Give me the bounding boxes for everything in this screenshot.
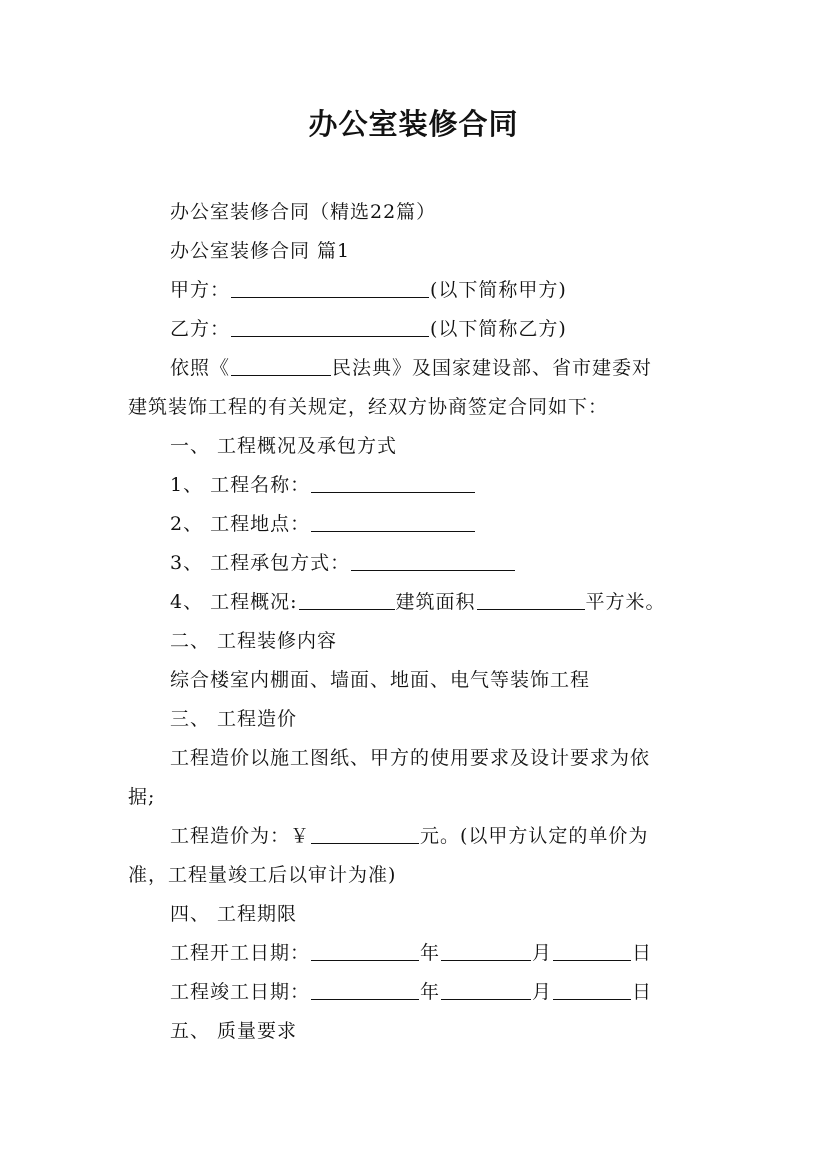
cost-amount-line: 工程造价为：￥ 元。(以甲方认定的单价为 xyxy=(170,825,649,847)
section-5-heading: 五、 质量要求 xyxy=(170,1020,298,1042)
contract-method-line: 3、 工程承包方式： xyxy=(170,550,516,576)
end-month-blank xyxy=(441,980,531,1000)
project-name-line: 1、 工程名称： xyxy=(170,472,476,498)
cost-basis-line-continued: 据; xyxy=(128,786,156,808)
party-a-line: 甲方： (以下简称甲方) xyxy=(170,279,567,301)
end-year-blank xyxy=(311,980,419,1000)
project-overview-line: 4、 工程概况: 建筑面积 平方米。 xyxy=(170,591,666,613)
basis-line: 依照《 民法典》及国家建设部、省市建委对 xyxy=(170,357,653,379)
section-4-heading: 四、 工程期限 xyxy=(170,903,298,925)
party-a-blank xyxy=(231,278,429,298)
start-year-blank xyxy=(311,941,419,961)
end-date-line: 工程竣工日期： 年 月 日 xyxy=(170,981,653,1003)
party-b-blank xyxy=(231,317,429,337)
project-location-line: 2、 工程地点： xyxy=(170,511,476,537)
cost-amount-line-continued: 准，工程量竣工后以审计为准) xyxy=(128,864,397,886)
subtitle-line: 办公室装修合同（精选22篇） xyxy=(170,201,437,223)
project-location-blank xyxy=(311,512,475,532)
basis-line-continued: 建筑装饰工程的有关规定，经双方协商签定合同如下： xyxy=(128,396,609,418)
area-blank xyxy=(477,590,585,610)
end-day-blank xyxy=(553,980,631,1000)
section-2-heading: 二、 工程装修内容 xyxy=(170,630,338,652)
start-date-line: 工程开工日期： 年 月 日 xyxy=(170,942,653,964)
cost-amount-blank xyxy=(311,824,419,844)
start-day-blank xyxy=(553,941,631,961)
contract-method-blank xyxy=(351,551,515,571)
section-heading: 办公室装修合同 篇1 xyxy=(170,240,351,262)
decoration-content-line: 综合楼室内棚面、墙面、地面、电气等装饰工程 xyxy=(170,669,591,691)
start-month-blank xyxy=(441,941,531,961)
section-1-heading: 一、 工程概况及承包方式 xyxy=(170,435,398,457)
project-name-blank xyxy=(311,473,475,493)
document-title: 办公室装修合同 xyxy=(308,107,519,141)
cost-basis-line: 工程造价以施工图纸、甲方的使用要求及设计要求为依 xyxy=(170,747,651,769)
overview-blank xyxy=(299,590,395,610)
basis-blank xyxy=(231,356,331,376)
party-b-line: 乙方： (以下简称乙方) xyxy=(170,318,567,340)
section-3-heading: 三、 工程造价 xyxy=(170,708,298,730)
